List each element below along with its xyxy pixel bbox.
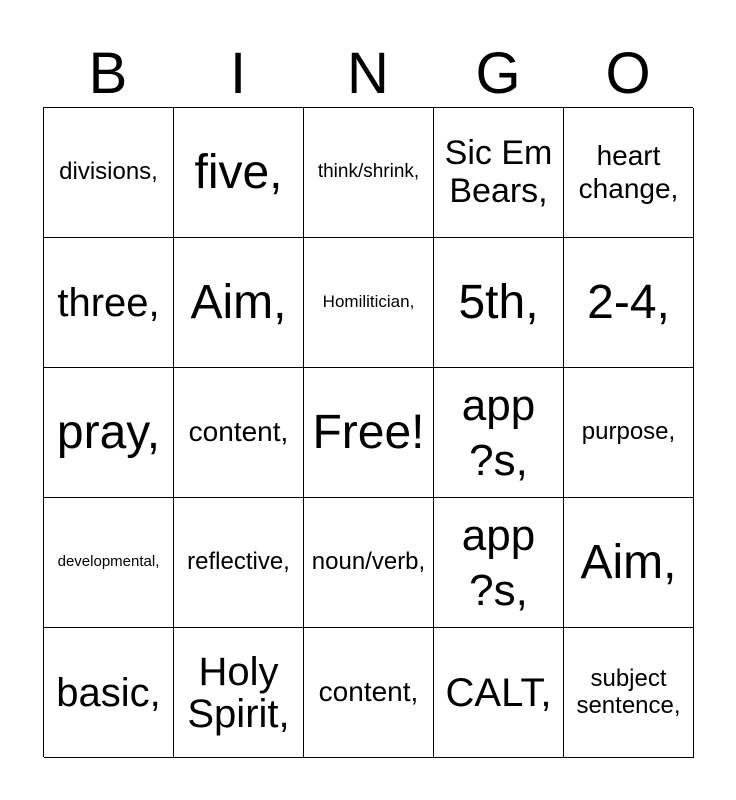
cell-text: Sic Em Bears, [444, 134, 553, 210]
cell-text: three, [57, 280, 160, 325]
bingo-header [43, 40, 693, 108]
header-letter-b: B [88, 41, 128, 106]
bingo-board [43, 107, 693, 757]
cell-text: subject sentence, [576, 665, 681, 719]
cell-text: Aim, [580, 535, 677, 589]
cell-text: five, [194, 145, 283, 199]
cell-text: basic, [56, 670, 161, 715]
bingo-cell-r2-c5[interactable] [564, 238, 694, 368]
bingo-cell-r1-c1[interactable] [44, 108, 174, 238]
cell-text: CALT, [445, 670, 552, 715]
cell-text: Aim, [190, 275, 287, 329]
bingo-cell-r1-c2[interactable] [174, 108, 304, 238]
cell-text: content, [318, 676, 419, 708]
cell-text: pray, [56, 405, 161, 459]
bingo-cell-r3-c2[interactable] [174, 368, 304, 498]
bingo-cell-r5-c3[interactable] [304, 628, 434, 758]
bingo-cell-r5-c4[interactable] [434, 628, 564, 758]
bingo-cell-r4-c2[interactable] [174, 498, 304, 628]
bingo-cell-r3-c5[interactable] [564, 368, 694, 498]
bingo-cell-r3-c3[interactable] [304, 368, 434, 498]
bingo-cell-r2-c4[interactable] [434, 238, 564, 368]
cell-text: 5th, [458, 275, 539, 329]
header-letter-i: I [229, 41, 247, 106]
cell-text: Holy Spirit, [187, 649, 290, 736]
cell-text: Free! [312, 405, 425, 459]
bingo-cell-r1-c3[interactable] [304, 108, 434, 238]
bingo-cell-r2-c3[interactable] [304, 238, 434, 368]
bingo-cell-r4-c5[interactable] [564, 498, 694, 628]
bingo-cell-r3-c1[interactable] [44, 368, 174, 498]
cell-text: reflective, [187, 548, 290, 576]
bingo-cell-r4-c4[interactable] [434, 498, 564, 628]
bingo-cell-r2-c1[interactable] [44, 238, 174, 368]
cell-text: app ?s, [461, 510, 536, 615]
bingo-cell-r3-c4[interactable] [434, 368, 564, 498]
cell-text: heart change, [578, 140, 679, 204]
bingo-cell-r2-c2[interactable] [174, 238, 304, 368]
cell-text: noun/verb, [311, 548, 426, 576]
cell-text: 2-4, [587, 275, 670, 329]
bingo-cell-r1-c4[interactable] [434, 108, 564, 238]
cell-text: divisions, [59, 158, 158, 186]
cell-text: purpose, [581, 418, 676, 446]
cell-text: content, [188, 416, 289, 448]
cell-text: Homilitician, [322, 292, 415, 312]
cell-text: app ?s, [461, 380, 536, 485]
cell-text: think/shrink, [317, 161, 420, 183]
header-letter-n: N [347, 41, 389, 106]
bingo-cell-r5-c2[interactable] [174, 628, 304, 758]
cell-text: developmental, [57, 553, 160, 571]
bingo-cell-r5-c1[interactable] [44, 628, 174, 758]
header-letter-g: G [475, 41, 521, 106]
bingo-cell-r5-c5[interactable] [564, 628, 694, 758]
bingo-cell-r4-c1[interactable] [44, 498, 174, 628]
bingo-cell-r1-c5[interactable] [564, 108, 694, 238]
bingo-cell-r4-c3[interactable] [304, 498, 434, 628]
header-letter-o: O [605, 41, 651, 106]
